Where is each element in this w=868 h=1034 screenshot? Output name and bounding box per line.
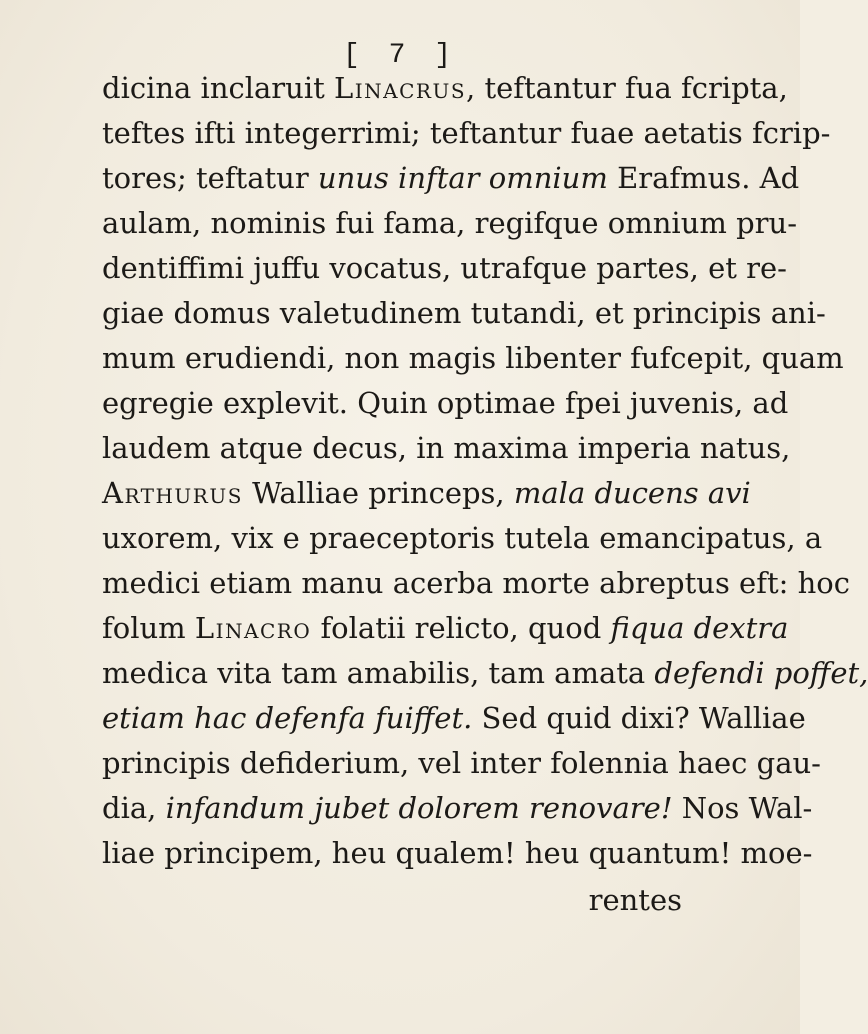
- text-line-1: dicina inclaruit Linacrus, teftantur fua fcripta,: [102, 71, 788, 105]
- text-line-11: uxorem, vix e praeceptoris tutela emancipatus, a: [102, 521, 823, 555]
- text-line-12: medici etiam manu acerba morte abreptus eft: hoc: [102, 566, 850, 600]
- text-line-14: medica vita tam amabilis, tam amata defendi poffet,: [102, 656, 868, 690]
- text-line-17: dia, infandum jubet dolorem renovare! Nos Wal-: [102, 791, 813, 825]
- page-number: [ 7 ]: [342, 40, 457, 71]
- text-line-3: tores; teftatur unus inftar omnium Erafmus. Ad: [102, 161, 800, 195]
- text-line-16: principis defiderium, vel inter folennia haec gau-: [102, 746, 821, 780]
- text-line-8: egregie explevit. Quin optimae fpei juvenis, ad: [102, 386, 789, 420]
- text-line-13: folum Linacro folatii relicto, quod fiqua dextra: [102, 611, 789, 645]
- catchword: rentes: [588, 883, 682, 917]
- text-line-18: liae principem, heu qualem! heu quantum! moe-: [102, 836, 813, 870]
- text-line-15: etiam hac defenfa fuiffet. Sed quid dixi? Walliae: [102, 701, 806, 735]
- text-line-7: mum erudiendi, non magis libenter fufcepit, quam: [102, 341, 844, 375]
- text-line-9: laudem atque decus, in maxima imperia natus,: [102, 431, 791, 465]
- text-line-10: Arthurus Walliae princeps, mala ducens avi: [102, 476, 751, 510]
- text-line-5: dentiffimi juffu vocatus, utrafque partes, et re-: [102, 251, 787, 285]
- text-line-4: aulam, nominis fui fama, regifque omnium pru-: [102, 206, 798, 240]
- text-line-2: teftes ifti integerrimi; teftantur fuae aetatis fcrip-: [102, 116, 831, 150]
- text-line-6: giae domus valetudinem tutandi, et principis ani-: [102, 296, 826, 330]
